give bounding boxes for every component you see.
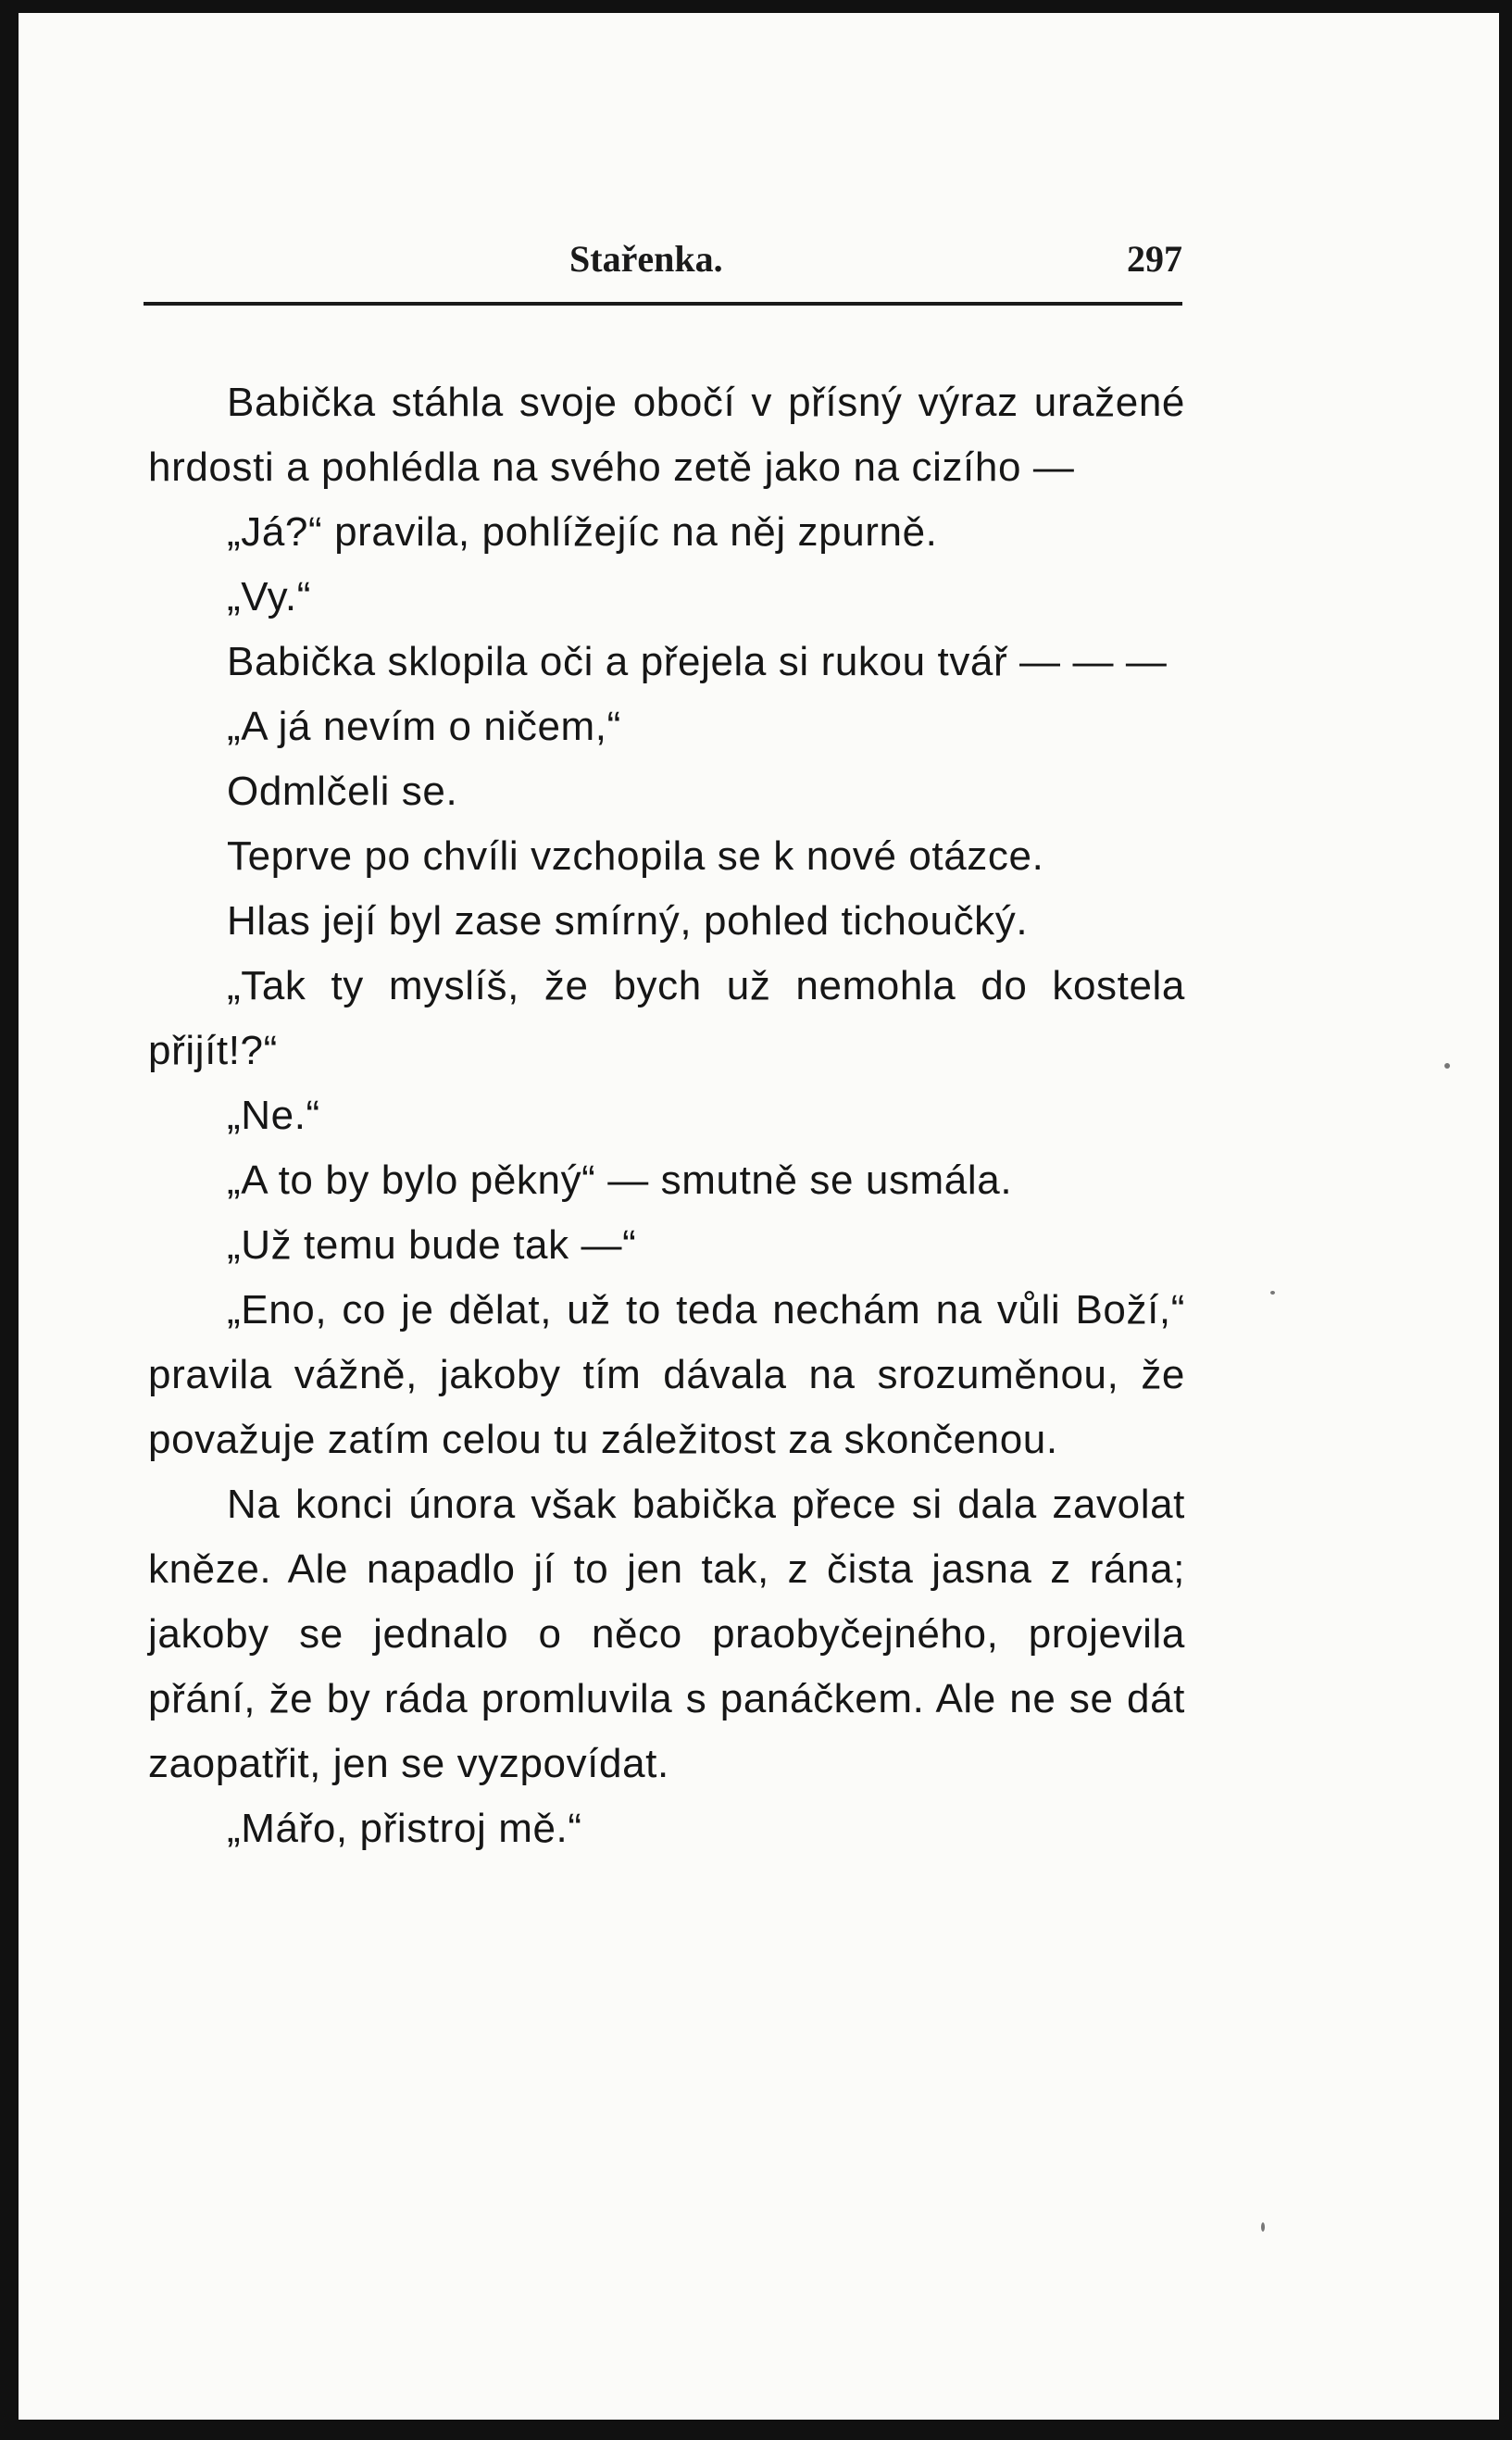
paragraph: Na konci února však babička přece si dala zavolat kněze. Ale napadlo jí to jen tak, z čista jasna z rána; jakoby se jednalo o něco praobyčejného, projevila přání, že by ráda promluvila s panáčkem. Ale ne se dát zaopatřit, jen se vyzpovídat. <box>148 1482 1185 1786</box>
paragraph: „A to by bylo pěkný“ — smutně se usmála. <box>227 1157 1013 1203</box>
page-header <box>144 237 1182 293</box>
paragraph: Babička stáhla svoje obočí v přísný výraz uražené hrdosti a pohlédla na svého zetě jako na cizího — <box>148 380 1185 490</box>
scan-speck <box>1261 2222 1265 2232</box>
paragraph: „Vy.“ <box>227 574 311 619</box>
paragraph: Babička sklopila oči a přejela si rukou tvář — — — <box>227 639 1168 684</box>
header-rule <box>144 302 1182 306</box>
paragraph: „Už temu bude tak —“ <box>227 1222 637 1268</box>
paragraph: „Mářo, přistroj mě.“ <box>227 1806 582 1851</box>
paragraph: „A já nevím o ničem,“ <box>227 704 621 749</box>
body-text <box>148 370 1185 1861</box>
paragraph: „Já?“ pravila, pohlížejíc na něj zpurně. <box>227 509 938 555</box>
scan-speck <box>1444 1063 1450 1069</box>
running-title: Stařenka. <box>569 238 723 280</box>
paragraph: „Tak ty myslíš, že bych už nemohla do kostela přijít!?“ <box>148 963 1185 1073</box>
paragraph: Teprve po chvíli vzchopila se k nové otázce. <box>227 833 1044 879</box>
scan-speck <box>1270 1291 1275 1295</box>
paragraph: „Eno, co je dělat, už to teda nechám na vůli Boží,“ pravila vážně, jakoby tím dávala na srozuměnou, že považuje zatím celou tu záležitost za skončenou. <box>148 1287 1185 1462</box>
paragraph: Hlas její byl zase smírný, pohled tichoučký. <box>227 898 1029 944</box>
page-number: 297 <box>1127 238 1182 280</box>
paragraph: „Ne.“ <box>227 1093 320 1138</box>
paragraph: Odmlčeli se. <box>227 769 458 814</box>
